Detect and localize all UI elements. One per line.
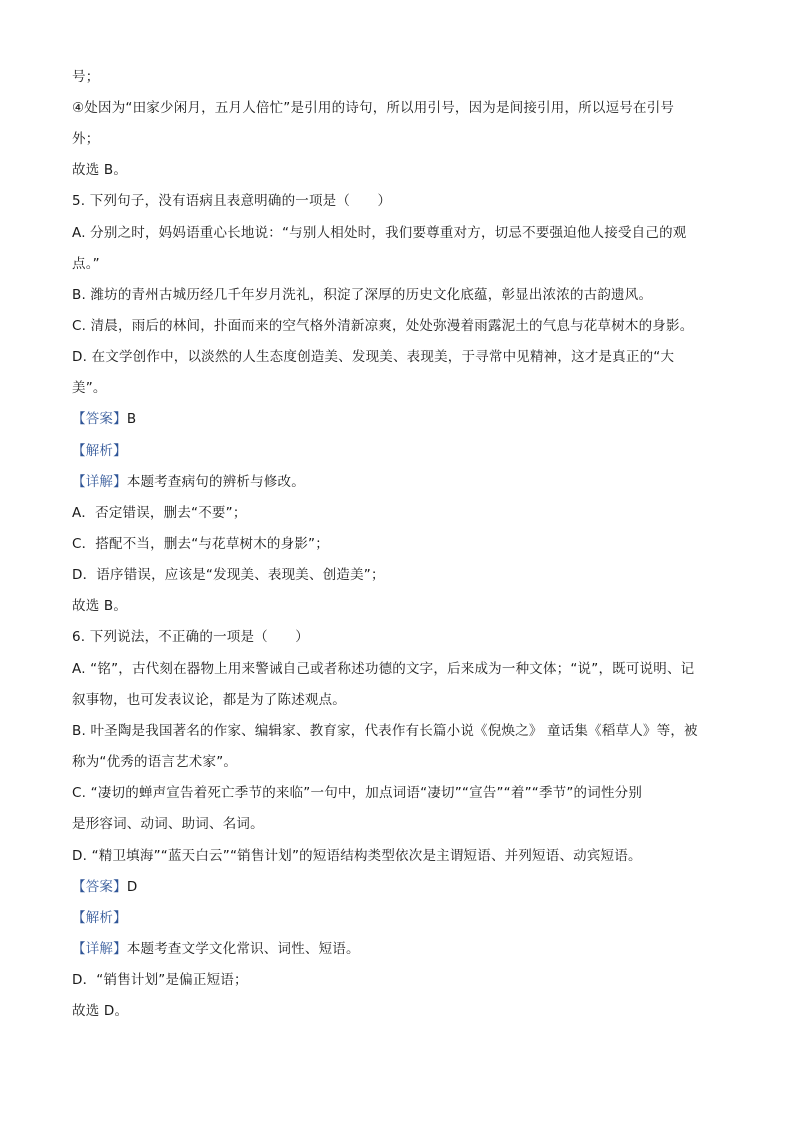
text-line: 号； [72, 69, 100, 85]
option-d: D. “精卫填海”“蓝天白云”“销售计划”的短语结构类型依次是主谓短语、并列短语、动宾短语。 [72, 848, 642, 864]
option-b: B. 叶圣陶是我国著名的作家、编辑家、教育家，代表作有长篇小说《倪焕之》 童话集《稻草人》等，被 [72, 723, 698, 739]
text-line: 点。” [72, 256, 100, 272]
option-c: C. 清晨，雨后的林间，扑面而来的空气格外清新凉爽，处处弥漫着雨露泥土的气息与花草树木的身影。 [72, 318, 694, 334]
option-c: C. “凄切的蝉声宣告着死亡季节的来临”一句中，加点词语“凄切”“宣告”“着”“季节”的词性分别 [72, 785, 643, 801]
answer-label: 【答案】B [72, 411, 137, 427]
detail-line: 【详解】本题考查病句的辨析与修改。 [72, 474, 305, 490]
text-line: D．“销售计划”是偏正短语； [72, 972, 248, 988]
text-line: 外； [72, 131, 100, 147]
detail-line: 【详解】本题考查文学文化常识、词性、短语。 [72, 941, 360, 957]
text-line: 是形容词、动词、助词、名词。 [72, 816, 264, 832]
text-line: ④处因为“田家少闲月，五月人倍忙”是引用的诗句，所以用引号，因为是间接引用，所以逗号在引号 [72, 100, 675, 116]
analysis-label: 【解析】 [72, 443, 127, 459]
text-line: 故选 D。 [72, 1003, 129, 1019]
text-line: 美”。 [72, 380, 107, 396]
text-line: A．否定错误，删去“不要”； [72, 505, 247, 521]
option-a: A. 分别之时，妈妈语重心长地说：“与别人相处时，我们要尊重对方，切忌不要强迫他人接受自己的观 [72, 225, 687, 241]
text-line: 故选 B。 [72, 162, 128, 178]
text-line: C．搭配不当，删去“与花草树木的身影”； [72, 536, 329, 552]
option-d: D. 在文学创作中，以淡然的人生态度创造美、发现美、表现美，于寻常中见精神，这才是真正的“大 [72, 349, 675, 365]
text-line: 叙事物，也可发表议论，都是为了陈述观点。 [72, 692, 346, 708]
option-b: B. 潍坊的青州古城历经几千年岁月洗礼，积淀了深厚的历史文化底蕴，彰显出浓浓的古韵遗风。 [72, 287, 653, 303]
option-a: A. “铭”，古代刻在器物上用来警诫自己或者称述功德的文字，后来成为一种文体；“说”，既可说明、记 [72, 661, 695, 677]
text-line: 故选 B。 [72, 598, 128, 614]
text-line: 称为“优秀的语言艺术家”。 [72, 754, 238, 770]
question-5-stem: 5. 下列句子，没有语病且表意明确的一项是（ ） [72, 193, 392, 209]
analysis-label: 【解析】 [72, 910, 127, 926]
text-line: D．语序错误，应该是“发现美、表现美、创造美”； [72, 567, 385, 583]
question-6-stem: 6. 下列说法，不正确的一项是（ ） [72, 629, 309, 645]
answer-label: 【答案】D [72, 879, 138, 895]
